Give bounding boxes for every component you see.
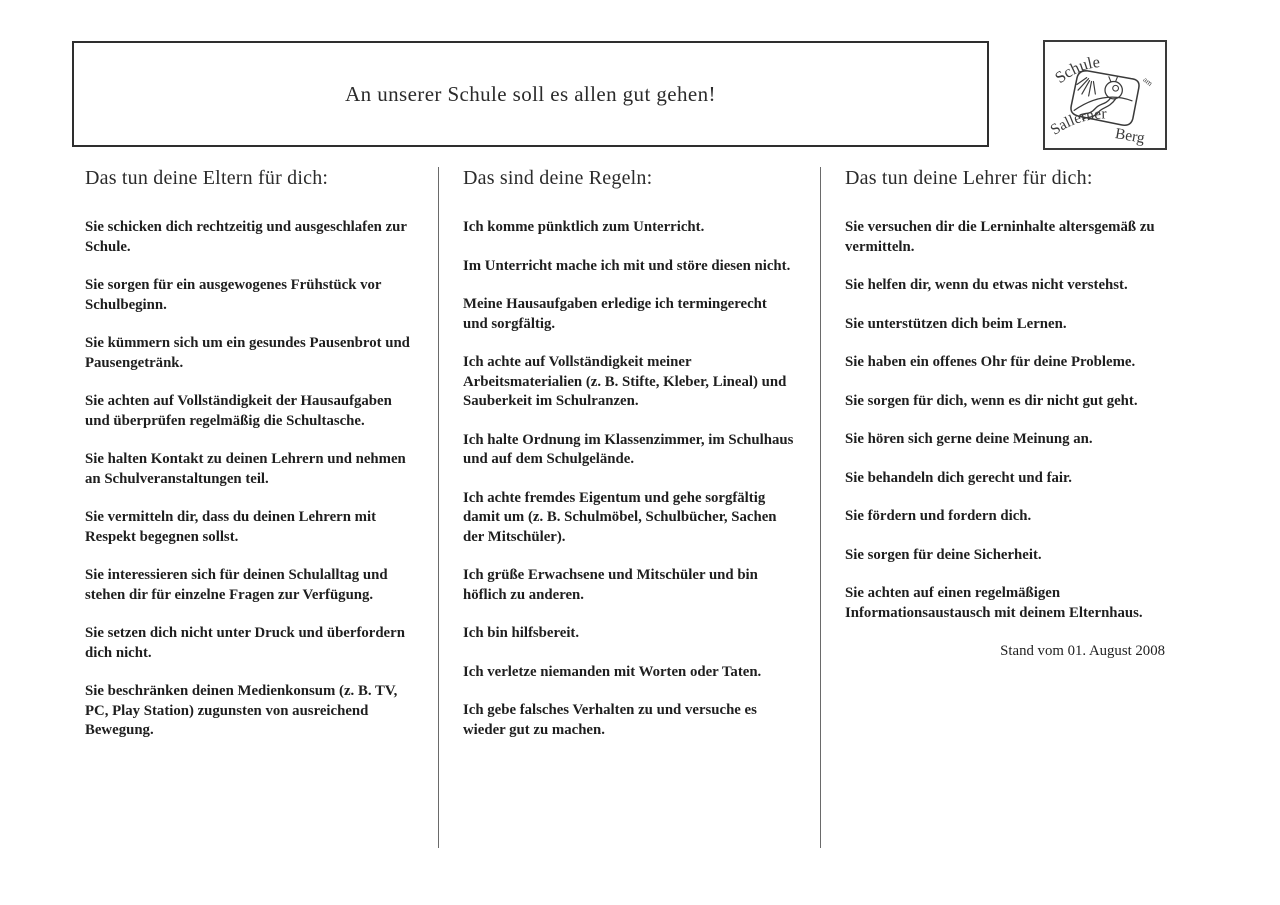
svg-text:Sallerner <box>1047 105 1106 138</box>
rules-item: Ich verletze niemanden mit Worten oder Taten. <box>463 663 762 680</box>
column-parents-heading: Das tun deine Eltern für dich: <box>85 167 329 189</box>
school-logo-box <box>1043 40 1167 150</box>
column-rules-heading: Das sind deine Regeln: <box>463 167 653 189</box>
teachers-item: Sie unterstützen dich beim Lernen. <box>845 315 1067 332</box>
parents-item: Sie kümmern sich um ein gesundes Pausenbrot und Pausengetränk. <box>85 335 410 371</box>
teachers-item: Sie helfen dir, wenn du etwas nicht verstehst. <box>845 277 1128 293</box>
rules-item: Ich gebe falsches Verhalten zu und versuche es wieder gut zu machen. <box>463 702 757 738</box>
teachers-item: Sie sorgen für dich, wenn es dir nicht gut geht. <box>845 392 1138 409</box>
logo-word-sallerner: Sallerner <box>1047 105 1107 139</box>
rules-item: Ich achte fremdes Eigentum und gehe sorgfältig damit um (z. B. Schulmöbel, Schulbücher, Sachen der Mitschüler). <box>463 489 777 545</box>
title-banner <box>72 41 989 147</box>
teachers-item: Sie hören sich gerne deine Meinung an. <box>845 431 1093 447</box>
teachers-item: Sie behandeln dich gerecht und fair. <box>845 469 1072 486</box>
parents-item: Sie vermitteln dir, dass du deinen Lehrern mit Respekt begegnen sollst. <box>85 509 377 545</box>
parents-item: Sie beschränken deinen Medienkonsum (z. B. TV, PC, Play Station) zugunsten von ausreichend Bewegung. <box>85 683 398 738</box>
rules-item: Meine Hausaufgaben erledige ich termingerecht und sorgfältig. <box>463 296 767 332</box>
column-parents <box>85 167 413 760</box>
school-logo-icon <box>1045 42 1165 148</box>
teachers-item: Sie sorgen für deine Sicherheit. <box>845 546 1042 563</box>
teachers-item: Sie fördern und fordern dich. <box>845 508 1032 524</box>
sun-icon <box>1077 78 1095 96</box>
rules-item: Ich komme pünktlich zum Unterricht. <box>463 219 705 235</box>
parents-item: Sie interessieren sich für deinen Schulalltag und stehen dir für einzelne Fragen zur Verfügung. <box>85 567 388 603</box>
parents-item: Sie sorgen für ein ausgewogenes Frühstück vor Schulbeginn. <box>85 277 382 313</box>
logo-word-schule: Schule <box>1051 52 1101 88</box>
parents-item: Sie achten auf Vollständigkeit der Hausaufgaben und überprüfen regelmäßig die Schultasche. <box>85 393 392 429</box>
rules-item: Im Unterricht mache ich mit und störe diesen nicht. <box>463 257 791 274</box>
parents-item: Sie halten Kontakt zu deinen Lehrern und nehmen an Schulveranstaltungen teil. <box>85 451 406 487</box>
column-divider-left <box>438 167 439 848</box>
column-rules <box>463 167 795 759</box>
rules-item: Ich grüße Erwachsene und Mitschüler und bin höflich zu anderen. <box>463 567 758 603</box>
page-title: An unserer Schule soll es allen gut gehen! <box>345 81 716 106</box>
rules-item: Ich achte auf Vollständigkeit meiner Arbeitsmaterialien (z. B. Stifte, Kleber, Lineal) und Sauberkeit im Schulranzen. <box>463 354 787 409</box>
teachers-item: Sie versuchen dir die Lerninhalte altersgemäß zu vermitteln. <box>845 219 1155 255</box>
column-teachers-heading: Das tun deine Lehrer für dich: <box>845 167 1093 189</box>
rules-item: Ich bin hilfsbereit. <box>463 625 580 641</box>
teachers-item: Sie achten auf einen regelmäßigen Informationsaustausch mit deinem Elternhaus. <box>845 585 1143 621</box>
date-note: Stand vom 01. August 2008 <box>1000 643 1165 659</box>
teachers-item: Sie haben ein offenes Ohr für deine Probleme. <box>845 354 1136 370</box>
logo-word-am: am <box>1141 74 1155 88</box>
rules-item: Ich halte Ordnung im Klassenzimmer, im Schulhaus und auf dem Schulgelände. <box>463 431 794 467</box>
column-divider-right <box>820 167 821 848</box>
logo-word-berg: Berg <box>1113 125 1146 148</box>
parents-item: Sie schicken dich rechtzeitig und ausgeschlafen zur Schule. <box>85 219 407 255</box>
column-teachers <box>845 167 1165 681</box>
parents-item: Sie setzen dich nicht unter Druck und überfordern dich nicht. <box>85 625 405 661</box>
